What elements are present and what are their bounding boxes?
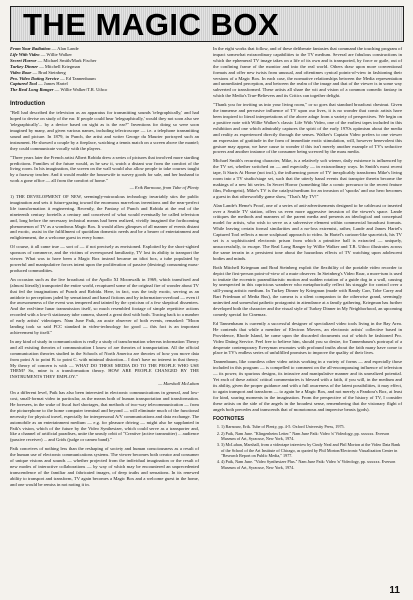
paragraph: On a different level, Paik has also been interested in electronic communications in general, and low-cost, small-format video in particular, as the means both of human transportation and transformation. He foresees, in the wake of fiscal fuel shortages, that methods of two-way telecommunication — from the picturephone to the home computer terminal and beyond — will eliminate much of the functional necessity for physical travel, especially for interpersonal A/V communications and data exchange. The automobile as an entertainment medium — e.g. for pleasure driving — might also be supplanted in Paik's vision, which of the future by the Video Synthesizer, which could serve as a transporter and, like a channel of artificial paradises, unite the unruly orbit of "Creative (active transmitter) ... audience (passive receiver) ... and Grids (judge or cameo band)." bbox=[10, 390, 199, 443]
footnote: 2. 2) Paik, Nam June. "Klingenheim Letter." Nam June Paik: Video 'n' Videology, pp. xxxxxx. Everson Museum of Art, Syracuse, New York, 1974. bbox=[221, 431, 402, 442]
paragraph: Ed Tannenbaum is currently a successful designer of specialized video tools living in the Bay Area. He contends that while a member of Electron Movers, an electronic artists' collective based in Providence, Rhode Island, he came upon the discarded documents out of which he fashioned Pro. Video Dating Service. Feel free to believe him, should you so desire, for Tannenbaum's portrayal of a desperate contemporary Everyman resonates with profound truths about the faith many have come to place in TV's endless series of unfulfilled promises to improve the quality of their lives. bbox=[213, 320, 402, 356]
paragraph: "Bell had described the television as an apparatus for transmitting sounds 'telegraphically,' and had hoped to devise on study of the ear. If people could hear 'telegraphically,' would they not soon also see 'telegraphically'... by a device based on sight as is the ear?" Inventions for doing so were soon imagined by many, and given various names, including telectroscope — i.e. a telephone transmitting sound and picture. In 1879, in Punch, the artist and writer George du Maurier portrayed such an instrument. He showed a couple by a fireplace, watching a tennis match on a screen above the mantel; they could communicate vocally with the players. bbox=[10, 110, 199, 151]
page bbox=[10, 6, 404, 594]
paragraph: 1) THE DEVELOPMENT OF NEW, seemingly-miraculous technology invariably stirs the public imagination and sets it future-gazing toward the enormous marvelous inventions and the near-perfect life transformation it engineering. Recently, the Fantasy of Punch and Robida at the end of the nineteenth century foretells a century and conceived of what would eventually be called television and, long before the necessary technical means had been realized, vividly imagined the forthcoming phenomenon of TV as a wondrous Magic Box. It would allow glimpses of all manner of events distant and exotic, assist in the fulfillment of quotidian domestic needs and be a bearer of entertainment and enlightenment, the a welcome guest in every home. bbox=[10, 194, 199, 241]
quote-attribution: — Marshall McLuhan bbox=[158, 381, 199, 387]
credit-line: From Your Radiation — Alan Lande bbox=[10, 46, 79, 51]
right-column bbox=[213, 46, 402, 471]
paragraph: An occasion such as the live broadcast of the Apollo XI Moonwalk in 1969, which transfixed and (almost literally) transported the entire world, recaptured some of the original fire of wonder about TV that fed the imaginations of Punch and Robida. Here, in fact, was the truly exotic, serving as an antidote to perceptions jaded by sensational and banal fictions and by information-overload — even if the awesomeness of the event was tempered and tainted by the cynicism of a few skeptical dissenters. And the real-time lunar transmission itself, so much resembled footage of simple repetitive actions recorded with a low-fi stationary tube camera, shared a great deal with both. Tracing back to a number of early artists' videotapes. Nam June Paik, an acute observer of both events, remarked: "Moon landing took so said FCC standard in video-technology for good — this fact is an important achievement by itself." bbox=[10, 276, 199, 335]
paragraph: Both Mitchell Kriegman and Brad Steinberg exploit the flexibility of the portable video recorder to depict the first-person point-of-view of a mute observer. In Steinberg's Video Roar, a more-tum is used to imitate the eccentric paramilitaristic motion and sudden rotation of a guide dog in a wall, causing by unexpected in this capricious wanderer who metaphorically reflect his struggle for control over a still-young artistic medium. In Turkey Dinner by Kriegman (made with Randy Carr, Tobe Carey and Bart Friedman of Media Bus), the camera is a silent companion to the otherwise grand, seemingly uninvited and somewhat pathetic protagonist in attendance at a family gathering. Kriegman has further developed both the character and the visual style of Turkey Dinner in My Neighborhood, an upcoming comedy special for Cinemax. bbox=[213, 264, 402, 317]
quote-attribution: — Erik Barnouw, from Tube of Plenty bbox=[129, 185, 199, 191]
footnotes-heading: FOOTNOTES bbox=[213, 416, 245, 423]
page-number: 11 bbox=[389, 585, 400, 596]
left-column bbox=[10, 46, 199, 491]
credit-line: Video Roar — Brad Steinberg bbox=[10, 69, 66, 75]
credits-list bbox=[10, 46, 199, 93]
paragraph: Alan Lande's Heme's Proof, one of a series of anti-advertisements designed to be cablecast or inserted over a Seattle TV station, offers us even more aggressive invasion of the viewer's space. Lande critiques the methods and manners of the parent media and presents an ideological and conceptual model for artists, who wish to serve as a subversive element within commercial broadcast formats. While leaving certain formal similarities and a no-loss extremist, rather, Lande and James Hartel's Captured Tool reflects a more sculptural approach to video. In Hartel's cartoon-like spacetrick, his TV set is a sophisticated electronic prison from which a primitive ball is extracted — uniquely, unsuccessfully, to escape. The Real Long Ranger by Willie Walker and T.R. Uthco illustrates across the same terrain in a persistent tone about the hazardous effects of TV watching upon adolescent bodies and minds. bbox=[213, 202, 402, 261]
paragraph: "Thank you for inviting us into your living room," or so goes that standard broadcast chestnut. Given the immense and pervasive influence of TV upon our lives, it is no wonder that comic artists have been inspired to literal interpretations of the above adage from a variety of perspectives. We begin on a positive note with Willie Walker's classic Life With Video, one of the earliest tapes included in this exhibition and one which admirably captures the spirit of the early 1970s optimism about the media and reality as experienced directly through the senses. Walker's Captain Video prefers to one viewer an expression of gratitude in the form of immediate erotic stimulation, will, however benevolent this gesture may appear, we have cause to wonder if this isn't merely another example of TV's seductive powers and another instance of the consumer being screwed by the mass media. bbox=[213, 102, 402, 155]
paragraph: Michael Smith's recurring character, Mike, is a relatively soft wiener, daily existence is influenced by the TV set, whether switched on — and especially — in extraordinary ways. In Smith's most recent tape, It Starts At Home (not incl.), the influencing power of TV inexplicably transforms Mike's living room into a TV studio/stage set, such that the utterly banal events that transpire therein become the makings of a new hit series. In Secret Horror (something like a comic precursor to the recent feature film, Poltergeist), Mike's TV is the catalyst/medium for an invasion of 'spooks' and our hero becomes a guest in that otherworldly game show, "That's My TV!" bbox=[213, 158, 402, 199]
paragraph: Paik conceives of nothing less than the reshaping of society and human consciousness as a result of the human use of electronic communications systems. The viewer becomes both creator and consumer of unique visions and sounds — whether projected from the individual imagination or the result of new modes of interactive collaborations — by way of which may be encountered an unprecedented transcendence of the familiar and fabricated images, of deep truths and sensations. In its renewed ability to transport and transform, TV again becomes a Magic Box and a welcome guest in the home, and one would be remiss in not noting it in. bbox=[10, 446, 199, 487]
footnotes bbox=[213, 416, 402, 469]
footnote: 3. 3) McLuhan, Marshall, from a videotape interview by Cindy Neal and Phil Morton at the Video Data Bank of the School of the Art Institute of Chicago, as quoted by Phil Morton/Electronic Visualization Center in "Research Report on Public Media," 1977. bbox=[221, 442, 402, 458]
footnote: 1. 1) Barnouw, Erik. Tube of Plenty, pp. 4-5. Oxford University Press, 1975. bbox=[221, 424, 402, 429]
page-title: THE MAGIC BOX bbox=[23, 7, 280, 42]
paragraph: In the eight works that follow, and of these deliberate fantasies that command the touching program of impact somewhat extraordinary capabilities to the TV medium. Several are fabulous constructions in which the ephemeral TV image takes on a life of its own and is transported, by force or guile, out of the confining frame of the monitor and into the real world. Others draw upon more conventional formats and offer new twists from unusual, and oftentimes cynical points-of-view in fashioning their versions of a Magic Box. In each case, the normative relationships between the Media representation and unmediated perception, and between the realm of the image and that of the viewer is in some way subverted or transformed. These artists all share the wit and vision of a common comedic fantasy in which the Media's True-Believers and its Critics can together delight. bbox=[213, 46, 402, 99]
credit-line: Captured Tool — James Hartel bbox=[10, 81, 68, 87]
footnote: 4. 4) Paik, Nam June. "Video Synthesizer Plus." Nam June Paik: Video 'n' Videology, pp. xxxxxx. Everson Museum of Art, Syracuse, New York, 1974. bbox=[221, 459, 402, 470]
credit-line: Secret Horror — Michael Smith/Mark Fischer bbox=[10, 57, 97, 63]
credit-line: Pro. Video Dating Service — Ed Tannenbaum bbox=[10, 75, 96, 81]
credit-line: Turkey Dinner — Mitchell Kriegman bbox=[10, 63, 81, 69]
paragraph: In any kind of study in communication is really a study of transformation whereas information Theory and all existing theories of communication I know of are theories of transportation. All the official communication theories studied in the Schools of North America are theories of how you move data from point A to point B. to point C. with minimal distortion... I don't have no interest in that theory. My theory of concern is with — WHAT DO THESE MEDIA DO TO THE PEOPLE WHO USE THEM? So, mine is a transformation theory. HOW ARE PEOPLE CHANGED BY THE INSTRUMENTS THEY EMPLOY." bbox=[10, 338, 199, 380]
paragraph: "Three years later the French artist Albert Robida drew a series of pictures that involved more startling predictions. Families of the future would, as he saw it, watch a distant war from the comfort of the living room. In his imagination, the screen on the wall would also allow people to take courses taught by a faraway teacher. And it would enable the housewife to survey goods for sale, and her husband to work a gone office — all from the comfort of home." bbox=[10, 154, 199, 184]
credit-line: The Real Long Ranger — Willie Walker/T.R. Uthco bbox=[10, 87, 108, 93]
intro-heading: Introduction bbox=[10, 101, 45, 108]
paragraph: Tannenbaum, like countless other video artists working in a variety of forms — and especially those included in this program — is compelled to comment on the all-encompassing influence of television — its power, its spurious designs, its intrusive and manipulative manner and its unrealized potential. Yet each of these artists' critical commentaries is blessed with a faith, if you will, in the medium and its ability, given the proper guidance and with a full awareness of the latent possibilities, it may effect, to again transport and transform — to again be a Magic Box, and not merely a Pandora's Box, at least for kind, soaring moments in the imagination. From the perspective of the history of TV, I consider these artists on the side of the angels in the broadest sense, remembering that the visionary flight of angels both precedes and transcends that of monotonous and imprecise beasts (gods). bbox=[213, 359, 402, 412]
credit-line: Life With Video — Willie Walker bbox=[10, 51, 72, 57]
title-banner bbox=[10, 6, 404, 42]
paragraph: Of course, it all came true — sort of — if not precisely as envisioned. Exploited by the short-sighted sponsors of commerce, and the victims of overexposed familiarity, TV lost its ability to transport the viewer. What was to have been a Magic Box instead became an idiot box, a tube populated by powerful and manipulative forces intent upon the proliferation of passive (desiring) consuming mass-produced commodities. bbox=[10, 244, 199, 273]
